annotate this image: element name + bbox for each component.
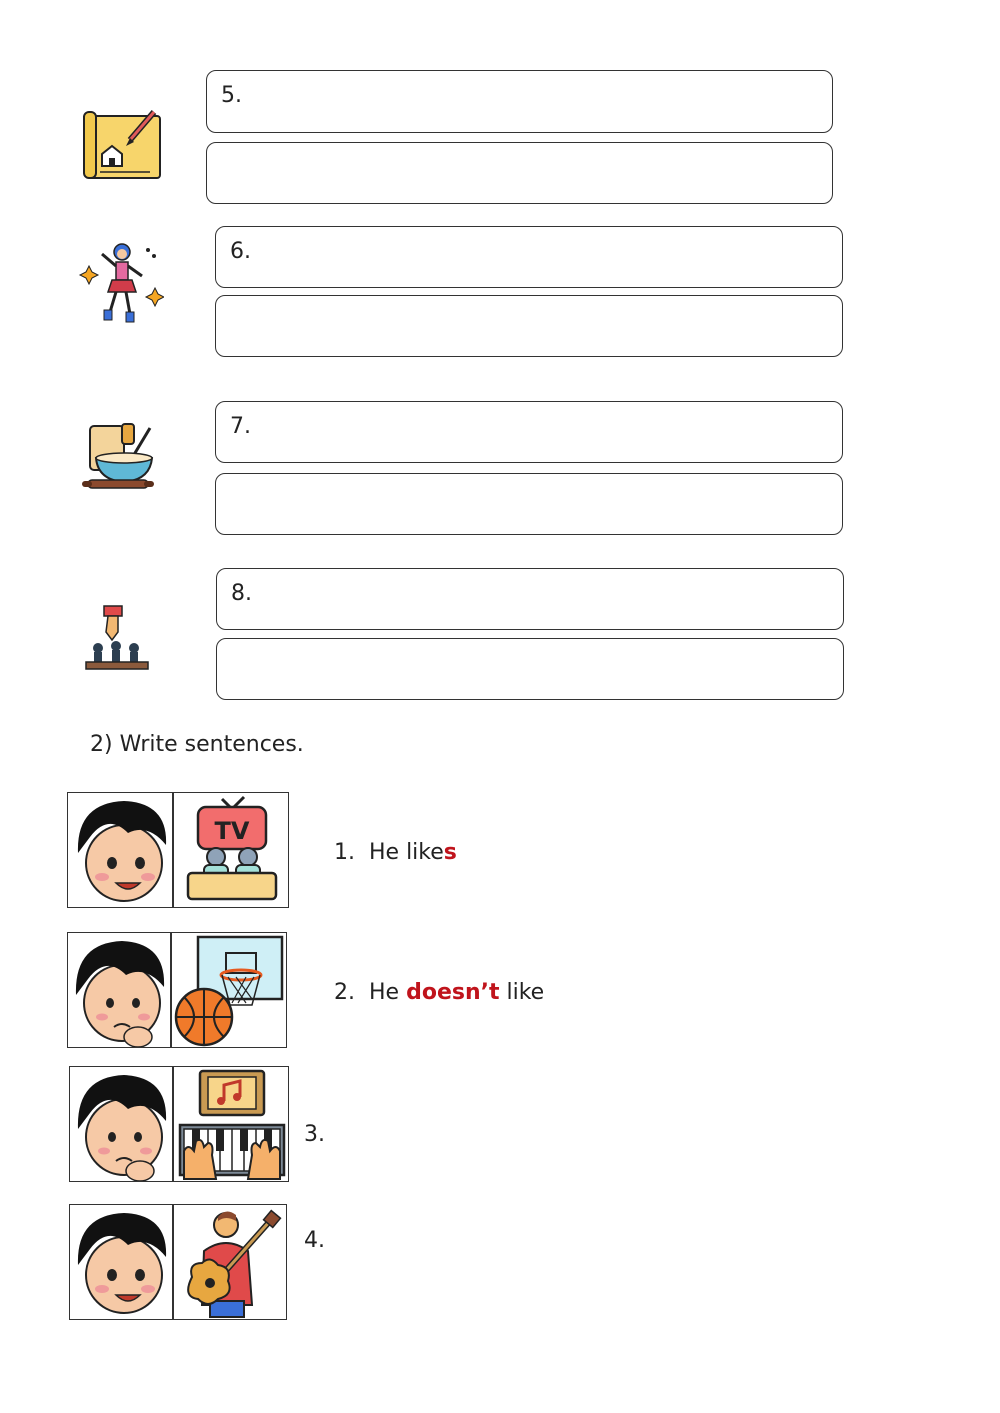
- guitar-picture: [173, 1204, 287, 1320]
- sentence-number: 1.: [334, 840, 355, 865]
- tv-watching-picture: [173, 792, 289, 908]
- answer-box-6-top[interactable]: [215, 226, 843, 288]
- boy-sad-icon: [68, 933, 171, 1048]
- basketball-hoop-icon: [172, 933, 287, 1048]
- sentence-highlight: s: [443, 840, 457, 865]
- sentence-4: [304, 1228, 325, 1253]
- answer-box-5-top[interactable]: [206, 70, 833, 133]
- boy-sad-picture: [69, 1066, 173, 1182]
- piano-music-icon: [174, 1067, 289, 1182]
- sentence-2: [334, 980, 544, 1005]
- item-number: 8.: [231, 581, 252, 606]
- boy-sad-picture: [67, 932, 171, 1048]
- sentence-number: 3.: [304, 1122, 325, 1147]
- tv-label: TV: [214, 817, 250, 845]
- boy-happy-picture: [69, 1204, 173, 1320]
- answer-box-5-bottom[interactable]: [206, 142, 833, 204]
- sentence-prefix: He: [369, 980, 407, 1005]
- dancing-girl-icon: [76, 240, 164, 330]
- item-number: 6.: [230, 239, 251, 264]
- basketball-picture: [171, 932, 287, 1048]
- boy-happy-icon: [70, 1205, 173, 1320]
- section-title: 2) Write sentences.: [90, 732, 304, 757]
- piano-picture: [173, 1066, 289, 1182]
- chess-pieces-icon: [84, 604, 150, 672]
- answer-box-6-bottom[interactable]: [215, 295, 843, 357]
- tv-watching-icon: [174, 793, 289, 908]
- sentence-suffix: like: [499, 980, 545, 1005]
- answer-box-7-bottom[interactable]: [215, 473, 843, 535]
- answer-box-7-top[interactable]: [215, 401, 843, 463]
- baking-bowl-icon: [82, 420, 162, 492]
- sentence-highlight: doesn’t: [406, 980, 500, 1005]
- boy-sad-icon: [70, 1067, 173, 1182]
- guitar-player-icon: [174, 1205, 287, 1320]
- item-number: 7.: [230, 414, 251, 439]
- sentence-number: 2.: [334, 980, 355, 1005]
- sentence-number: 4.: [304, 1228, 325, 1253]
- answer-box-8-bottom[interactable]: [216, 638, 844, 700]
- sentence-prefix: He like: [369, 840, 444, 865]
- answer-box-8-top[interactable]: [216, 568, 844, 630]
- sentence-1: [334, 840, 457, 865]
- item-number: 5.: [221, 83, 242, 108]
- boy-happy-picture: [67, 792, 173, 908]
- architect-blueprint-icon: [80, 100, 164, 184]
- sentence-3: [304, 1122, 325, 1147]
- boy-happy-icon: [68, 793, 173, 908]
